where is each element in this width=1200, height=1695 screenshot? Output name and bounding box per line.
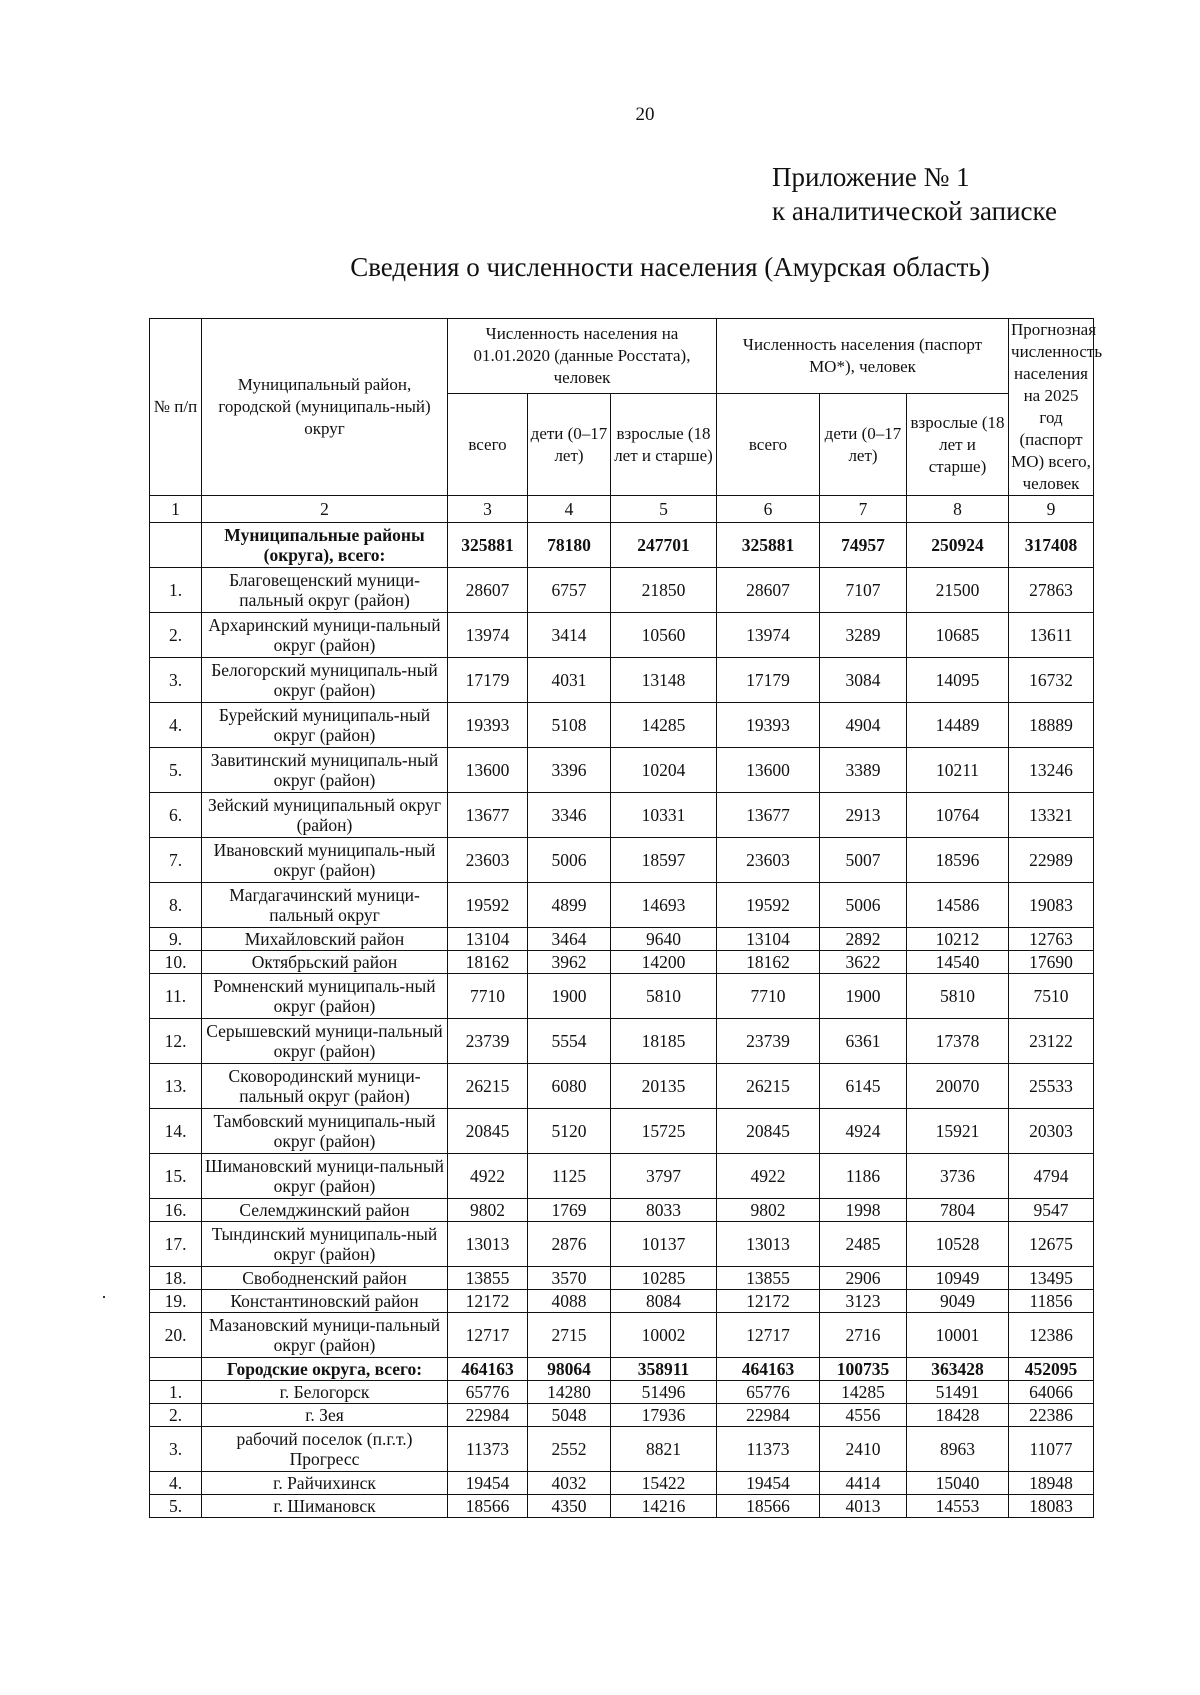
table-row xyxy=(150,1472,1094,1495)
row-number: 2. xyxy=(150,1404,202,1427)
value-cell: 14200 xyxy=(611,951,717,974)
value-cell: 12172 xyxy=(717,1290,820,1313)
value-cell: 15422 xyxy=(611,1472,717,1495)
value-cell: 325881 xyxy=(717,523,820,568)
table-row xyxy=(150,703,1094,748)
value-cell: 10002 xyxy=(611,1313,717,1358)
value-cell: 14280 xyxy=(528,1381,611,1404)
value-cell: 14216 xyxy=(611,1495,717,1518)
appendix-caption xyxy=(772,160,1057,228)
value-cell: 13495 xyxy=(1009,1267,1094,1290)
value-cell: 5554 xyxy=(528,1019,611,1064)
value-cell: 10528 xyxy=(907,1222,1009,1267)
value-cell: 10949 xyxy=(907,1267,1009,1290)
value-cell: 13677 xyxy=(717,793,820,838)
table-row xyxy=(150,748,1094,793)
column-number: 1 xyxy=(150,496,202,523)
value-cell: 78180 xyxy=(528,523,611,568)
value-cell: 21850 xyxy=(611,568,717,613)
value-cell: 10204 xyxy=(611,748,717,793)
value-cell: 20845 xyxy=(717,1109,820,1154)
municipality-name: Михайловский район xyxy=(202,928,448,951)
row-number: 10. xyxy=(150,951,202,974)
appendix-line-2: к аналитической записке xyxy=(772,196,1057,226)
header-rosstat-total: всего xyxy=(448,394,528,496)
value-cell: 13600 xyxy=(717,748,820,793)
value-cell: 452095 xyxy=(1009,1358,1094,1381)
value-cell: 6757 xyxy=(528,568,611,613)
value-cell: 4904 xyxy=(820,703,907,748)
value-cell: 10211 xyxy=(907,748,1009,793)
value-cell: 5810 xyxy=(611,974,717,1019)
column-number: 4 xyxy=(528,496,611,523)
value-cell: 10212 xyxy=(907,928,1009,951)
municipality-name: Муниципальные районы (округа), всего: xyxy=(202,523,448,568)
total-row xyxy=(150,523,1094,568)
value-cell: 98064 xyxy=(528,1358,611,1381)
value-cell: 2716 xyxy=(820,1313,907,1358)
municipality-name: Селемджинский район xyxy=(202,1199,448,1222)
value-cell: 19083 xyxy=(1009,883,1094,928)
value-cell: 65776 xyxy=(717,1381,820,1404)
value-cell: 13855 xyxy=(717,1267,820,1290)
value-cell: 10560 xyxy=(611,613,717,658)
value-cell: 11077 xyxy=(1009,1427,1094,1472)
municipality-name: Завитинский муниципаль-ный округ (район) xyxy=(202,748,448,793)
value-cell: 20135 xyxy=(611,1064,717,1109)
table-row xyxy=(150,1199,1094,1222)
header-passport-adults: взрослые (18 лет и старше) xyxy=(907,394,1009,496)
value-cell: 22984 xyxy=(717,1404,820,1427)
column-number: 2 xyxy=(202,496,448,523)
row-number: 4. xyxy=(150,703,202,748)
row-number: 13. xyxy=(150,1064,202,1109)
table-row xyxy=(150,1019,1094,1064)
value-cell: 18596 xyxy=(907,838,1009,883)
value-cell: 317408 xyxy=(1009,523,1094,568)
header-passport-children: дети (0–17 лет) xyxy=(820,394,907,496)
table-row xyxy=(150,613,1094,658)
row-number: 1. xyxy=(150,1381,202,1404)
table-row xyxy=(150,1381,1094,1404)
value-cell: 13974 xyxy=(717,613,820,658)
table-row xyxy=(150,1427,1094,1472)
row-number: 17. xyxy=(150,1222,202,1267)
row-number: 1. xyxy=(150,568,202,613)
value-cell: 14693 xyxy=(611,883,717,928)
value-cell: 6361 xyxy=(820,1019,907,1064)
value-cell: 22984 xyxy=(448,1404,528,1427)
document-title: Сведения о численности населения (Амурская область) xyxy=(350,252,990,282)
municipality-name: Ромненский муниципаль-ный округ (район) xyxy=(202,974,448,1019)
municipality-name: Тамбовский муниципаль-ный округ (район) xyxy=(202,1109,448,1154)
municipality-name: Белогорский муниципаль-ный округ (район) xyxy=(202,658,448,703)
value-cell: 10331 xyxy=(611,793,717,838)
table-row xyxy=(150,928,1094,951)
value-cell: 5120 xyxy=(528,1109,611,1154)
table-row xyxy=(150,1290,1094,1313)
value-cell: 3962 xyxy=(528,951,611,974)
table-row xyxy=(150,883,1094,928)
row-number: 15. xyxy=(150,1154,202,1199)
value-cell: 20845 xyxy=(448,1109,528,1154)
value-cell: 19393 xyxy=(717,703,820,748)
population-table xyxy=(149,318,1103,1518)
value-cell: 13013 xyxy=(448,1222,528,1267)
value-cell: 9640 xyxy=(611,928,717,951)
value-cell: 2913 xyxy=(820,793,907,838)
scan-speck xyxy=(103,1296,105,1298)
value-cell: 14586 xyxy=(907,883,1009,928)
municipality-name: Константиновский район xyxy=(202,1290,448,1313)
value-cell: 358911 xyxy=(611,1358,717,1381)
value-cell: 18083 xyxy=(1009,1495,1094,1518)
value-cell: 1900 xyxy=(820,974,907,1019)
value-cell: 5006 xyxy=(820,883,907,928)
table-body xyxy=(150,523,1094,1518)
value-cell: 2876 xyxy=(528,1222,611,1267)
municipality-name: г. Белогорск xyxy=(202,1381,448,1404)
table-row xyxy=(150,974,1094,1019)
table-row xyxy=(150,1064,1094,1109)
value-cell: 250924 xyxy=(907,523,1009,568)
value-cell: 4922 xyxy=(717,1154,820,1199)
value-cell: 22386 xyxy=(1009,1404,1094,1427)
row-number: 12. xyxy=(150,1019,202,1064)
value-cell: 51491 xyxy=(907,1381,1009,1404)
value-cell: 10001 xyxy=(907,1313,1009,1358)
value-cell: 3289 xyxy=(820,613,907,658)
value-cell: 16732 xyxy=(1009,658,1094,703)
value-cell: 10685 xyxy=(907,613,1009,658)
value-cell: 15040 xyxy=(907,1472,1009,1495)
value-cell: 7710 xyxy=(717,974,820,1019)
value-cell: 4922 xyxy=(448,1154,528,1199)
value-cell: 18566 xyxy=(717,1495,820,1518)
value-cell: 26215 xyxy=(448,1064,528,1109)
value-cell: 65776 xyxy=(448,1381,528,1404)
value-cell: 9547 xyxy=(1009,1199,1094,1222)
value-cell: 4556 xyxy=(820,1404,907,1427)
value-cell: 363428 xyxy=(907,1358,1009,1381)
value-cell: 2892 xyxy=(820,928,907,951)
value-cell: 13600 xyxy=(448,748,528,793)
value-cell: 13321 xyxy=(1009,793,1094,838)
value-cell: 8084 xyxy=(611,1290,717,1313)
value-cell: 13611 xyxy=(1009,613,1094,658)
page-number: 20 xyxy=(635,104,655,125)
value-cell: 4899 xyxy=(528,883,611,928)
value-cell: 27863 xyxy=(1009,568,1094,613)
value-cell: 4088 xyxy=(528,1290,611,1313)
municipality-name: Магдагачинский муници-пальный округ xyxy=(202,883,448,928)
value-cell: 28607 xyxy=(717,568,820,613)
table-row xyxy=(150,793,1094,838)
value-cell: 18948 xyxy=(1009,1472,1094,1495)
row-number xyxy=(150,1358,202,1381)
value-cell: 14553 xyxy=(907,1495,1009,1518)
column-number: 9 xyxy=(1009,496,1094,523)
value-cell: 18428 xyxy=(907,1404,1009,1427)
table-row xyxy=(150,951,1094,974)
value-cell: 18597 xyxy=(611,838,717,883)
value-cell: 28607 xyxy=(448,568,528,613)
value-cell: 20070 xyxy=(907,1064,1009,1109)
value-cell: 3570 xyxy=(528,1267,611,1290)
value-cell: 7107 xyxy=(820,568,907,613)
row-number: 3. xyxy=(150,658,202,703)
value-cell: 11856 xyxy=(1009,1290,1094,1313)
value-cell: 14489 xyxy=(907,703,1009,748)
table-row xyxy=(150,1495,1094,1518)
row-number: 9. xyxy=(150,928,202,951)
value-cell: 23739 xyxy=(717,1019,820,1064)
municipality-name: Свободненский район xyxy=(202,1267,448,1290)
value-cell: 3084 xyxy=(820,658,907,703)
value-cell: 4414 xyxy=(820,1472,907,1495)
value-cell: 13677 xyxy=(448,793,528,838)
row-number: 5. xyxy=(150,1495,202,1518)
row-number: 11. xyxy=(150,974,202,1019)
row-number: 8. xyxy=(150,883,202,928)
value-cell: 15725 xyxy=(611,1109,717,1154)
value-cell: 11373 xyxy=(717,1427,820,1472)
value-cell: 17936 xyxy=(611,1404,717,1427)
value-cell: 15921 xyxy=(907,1109,1009,1154)
municipality-name: Октябрьский район xyxy=(202,951,448,974)
value-cell: 13974 xyxy=(448,613,528,658)
value-cell: 8821 xyxy=(611,1427,717,1472)
municipality-name: г. Зея xyxy=(202,1404,448,1427)
value-cell: 13104 xyxy=(717,928,820,951)
value-cell: 10285 xyxy=(611,1267,717,1290)
municipality-name: рабочий поселок (п.г.т.) Прогресс xyxy=(202,1427,448,1472)
value-cell: 19454 xyxy=(448,1472,528,1495)
header-group-rosstat: Численность населения на 01.01.2020 (данные Росстата), человек xyxy=(448,319,717,394)
value-cell: 13148 xyxy=(611,658,717,703)
row-number: 7. xyxy=(150,838,202,883)
table-row xyxy=(150,1267,1094,1290)
value-cell: 3464 xyxy=(528,928,611,951)
value-cell: 2410 xyxy=(820,1427,907,1472)
row-number: 20. xyxy=(150,1313,202,1358)
value-cell: 19592 xyxy=(717,883,820,928)
column-number: 3 xyxy=(448,496,528,523)
value-cell: 19454 xyxy=(717,1472,820,1495)
value-cell: 23603 xyxy=(448,838,528,883)
value-cell: 100735 xyxy=(820,1358,907,1381)
value-cell: 18185 xyxy=(611,1019,717,1064)
value-cell: 74957 xyxy=(820,523,907,568)
municipality-name: г. Райчихинск xyxy=(202,1472,448,1495)
value-cell: 14095 xyxy=(907,658,1009,703)
value-cell: 17378 xyxy=(907,1019,1009,1064)
value-cell: 2552 xyxy=(528,1427,611,1472)
value-cell: 9049 xyxy=(907,1290,1009,1313)
value-cell: 464163 xyxy=(448,1358,528,1381)
value-cell: 3622 xyxy=(820,951,907,974)
value-cell: 2906 xyxy=(820,1267,907,1290)
table-row xyxy=(150,568,1094,613)
row-number: 2. xyxy=(150,613,202,658)
row-number: 6. xyxy=(150,793,202,838)
value-cell: 18889 xyxy=(1009,703,1094,748)
value-cell: 3797 xyxy=(611,1154,717,1199)
table-row xyxy=(150,838,1094,883)
value-cell: 13013 xyxy=(717,1222,820,1267)
value-cell: 325881 xyxy=(448,523,528,568)
value-cell: 21500 xyxy=(907,568,1009,613)
value-cell: 12172 xyxy=(448,1290,528,1313)
column-number-row xyxy=(150,496,1094,523)
municipality-name: Мазановский муници-пальный округ (район) xyxy=(202,1313,448,1358)
row-number: 4. xyxy=(150,1472,202,1495)
column-number: 7 xyxy=(820,496,907,523)
value-cell: 13855 xyxy=(448,1267,528,1290)
value-cell: 1186 xyxy=(820,1154,907,1199)
header-rosstat-children: дети (0–17 лет) xyxy=(528,394,611,496)
value-cell: 2715 xyxy=(528,1313,611,1358)
value-cell: 7710 xyxy=(448,974,528,1019)
value-cell: 8033 xyxy=(611,1199,717,1222)
appendix-line-1: Приложение № 1 xyxy=(772,162,970,192)
table-row xyxy=(150,658,1094,703)
value-cell: 22989 xyxy=(1009,838,1094,883)
value-cell: 3123 xyxy=(820,1290,907,1313)
value-cell: 9802 xyxy=(448,1199,528,1222)
header-forecast: Прогнозная численность населения на 2025 год (паспорт МО) всего, человек xyxy=(1009,319,1094,496)
value-cell: 5006 xyxy=(528,838,611,883)
value-cell: 19592 xyxy=(448,883,528,928)
value-cell: 11373 xyxy=(448,1427,528,1472)
table-row xyxy=(150,1154,1094,1199)
value-cell: 12763 xyxy=(1009,928,1094,951)
municipality-name: Серышевский муници-пальный округ (район) xyxy=(202,1019,448,1064)
value-cell: 1769 xyxy=(528,1199,611,1222)
value-cell: 5108 xyxy=(528,703,611,748)
row-number: 5. xyxy=(150,748,202,793)
row-number: 19. xyxy=(150,1290,202,1313)
value-cell: 18566 xyxy=(448,1495,528,1518)
value-cell: 3414 xyxy=(528,613,611,658)
column-number: 6 xyxy=(717,496,820,523)
value-cell: 23122 xyxy=(1009,1019,1094,1064)
value-cell: 3396 xyxy=(528,748,611,793)
value-cell: 18162 xyxy=(717,951,820,974)
value-cell: 4031 xyxy=(528,658,611,703)
row-number xyxy=(150,523,202,568)
value-cell: 8963 xyxy=(907,1427,1009,1472)
table-row xyxy=(150,1404,1094,1427)
value-cell: 51496 xyxy=(611,1381,717,1404)
header-passport-total: всего xyxy=(717,394,820,496)
row-number: 18. xyxy=(150,1267,202,1290)
value-cell: 6145 xyxy=(820,1064,907,1109)
value-cell: 7510 xyxy=(1009,974,1094,1019)
value-cell: 3389 xyxy=(820,748,907,793)
value-cell: 4032 xyxy=(528,1472,611,1495)
value-cell: 13246 xyxy=(1009,748,1094,793)
value-cell: 13104 xyxy=(448,928,528,951)
value-cell: 20303 xyxy=(1009,1109,1094,1154)
value-cell: 10764 xyxy=(907,793,1009,838)
value-cell: 14285 xyxy=(820,1381,907,1404)
value-cell: 26215 xyxy=(717,1064,820,1109)
value-cell: 12675 xyxy=(1009,1222,1094,1267)
value-cell: 12386 xyxy=(1009,1313,1094,1358)
municipality-name: Ивановский муниципаль-ный округ (район) xyxy=(202,838,448,883)
value-cell: 17179 xyxy=(448,658,528,703)
header-rosstat-adults: взрослые (18 лет и старше) xyxy=(611,394,717,496)
value-cell: 3346 xyxy=(528,793,611,838)
value-cell: 1998 xyxy=(820,1199,907,1222)
value-cell: 12717 xyxy=(717,1313,820,1358)
value-cell: 9802 xyxy=(717,1199,820,1222)
municipality-name: г. Шимановск xyxy=(202,1495,448,1518)
value-cell: 10137 xyxy=(611,1222,717,1267)
table-row xyxy=(150,1313,1094,1358)
row-number: 3. xyxy=(150,1427,202,1472)
header-num: № п/п xyxy=(150,319,202,496)
header-name: Муниципальный район, городской (муниципаль-ный) округ xyxy=(202,319,448,496)
total-row xyxy=(150,1358,1094,1381)
municipality-name: Зейский муниципальный округ (район) xyxy=(202,793,448,838)
table-row xyxy=(150,1109,1094,1154)
value-cell: 1900 xyxy=(528,974,611,1019)
value-cell: 17690 xyxy=(1009,951,1094,974)
municipality-name: Тындинский муниципаль-ный округ (район) xyxy=(202,1222,448,1267)
header-group-passport: Численность населения (паспорт МО*), человек xyxy=(717,319,1009,394)
municipality-name: Архаринский муници-пальный округ (район) xyxy=(202,613,448,658)
value-cell: 64066 xyxy=(1009,1381,1094,1404)
value-cell: 14540 xyxy=(907,951,1009,974)
value-cell: 4794 xyxy=(1009,1154,1094,1199)
municipality-name: Шимановский муници-пальный округ (район) xyxy=(202,1154,448,1199)
value-cell: 5007 xyxy=(820,838,907,883)
column-number: 5 xyxy=(611,496,717,523)
table-row xyxy=(150,1222,1094,1267)
value-cell: 247701 xyxy=(611,523,717,568)
value-cell: 23739 xyxy=(448,1019,528,1064)
value-cell: 7804 xyxy=(907,1199,1009,1222)
municipality-name: Благовещенский муници-пальный округ (район) xyxy=(202,568,448,613)
value-cell: 25533 xyxy=(1009,1064,1094,1109)
municipality-name: Сковородинский муници-пальный округ (район) xyxy=(202,1064,448,1109)
row-number: 14. xyxy=(150,1109,202,1154)
value-cell: 3736 xyxy=(907,1154,1009,1199)
value-cell: 14285 xyxy=(611,703,717,748)
value-cell: 5810 xyxy=(907,974,1009,1019)
value-cell: 1125 xyxy=(528,1154,611,1199)
value-cell: 18162 xyxy=(448,951,528,974)
value-cell: 23603 xyxy=(717,838,820,883)
row-number: 16. xyxy=(150,1199,202,1222)
value-cell: 464163 xyxy=(717,1358,820,1381)
value-cell: 4013 xyxy=(820,1495,907,1518)
municipality-name: Городские округа, всего: xyxy=(202,1358,448,1381)
value-cell: 4350 xyxy=(528,1495,611,1518)
value-cell: 12717 xyxy=(448,1313,528,1358)
value-cell: 19393 xyxy=(448,703,528,748)
value-cell: 6080 xyxy=(528,1064,611,1109)
value-cell: 2485 xyxy=(820,1222,907,1267)
municipality-name: Бурейский муниципаль-ный округ (район) xyxy=(202,703,448,748)
column-number: 8 xyxy=(907,496,1009,523)
value-cell: 5048 xyxy=(528,1404,611,1427)
value-cell: 4924 xyxy=(820,1109,907,1154)
value-cell: 17179 xyxy=(717,658,820,703)
